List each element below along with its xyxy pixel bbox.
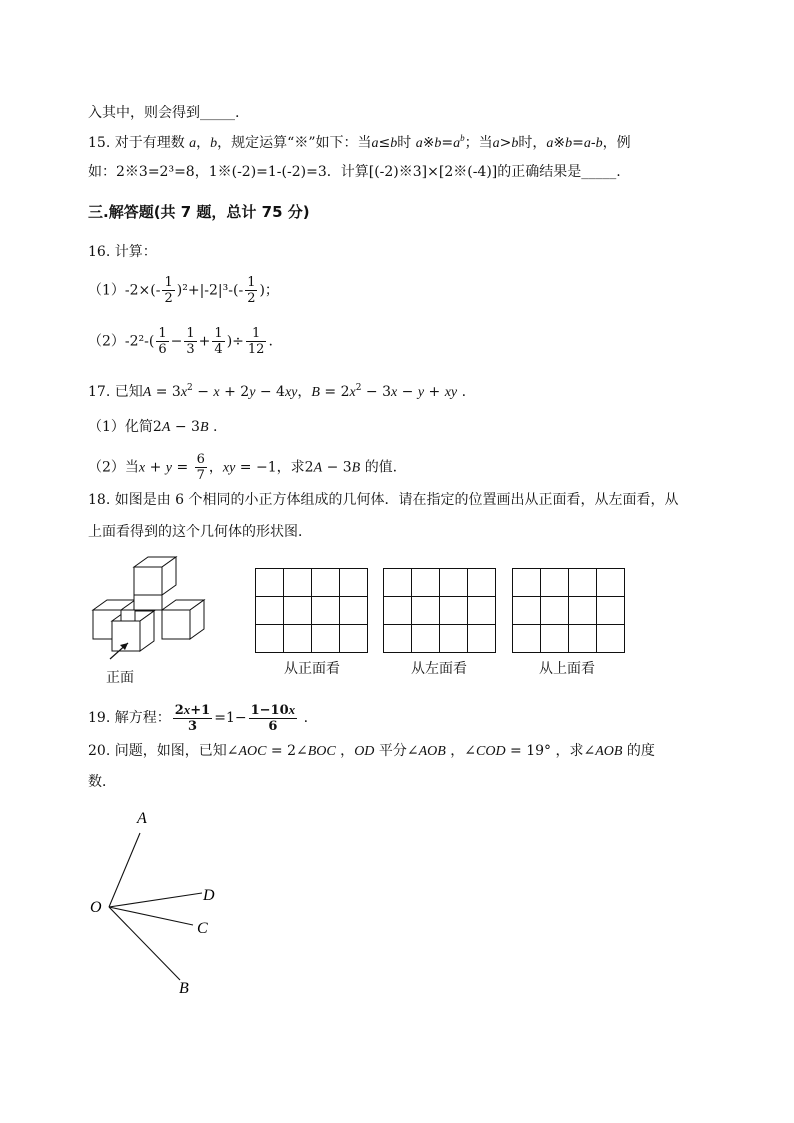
ray-OD	[109, 893, 202, 907]
label-B: B	[179, 980, 189, 997]
ray-OC	[109, 907, 193, 925]
cube-figure	[88, 555, 208, 685]
q15-line1: 15. 对于有理数 a，b，规定运算“※”如下：当a≤b时 $a※b=a^b$；当a>b时，a※b=a-b，例	[88, 133, 631, 151]
q16-part1: （1）-2×(- $\frac{1}{2}$ )²+|-2|³-(- $\frac{1}{2}$ )；	[88, 275, 279, 306]
q20-line1: 20. 问题，如图，已知∠AOC = 2∠BOC ，OD 平分∠AOB ，∠COD = 19° ，求∠AOB 的度	[88, 743, 655, 759]
section-heading: 三.解答题(共 7 题，总计 75 分)	[88, 203, 310, 221]
caption-front-view: 从正面看	[284, 661, 340, 677]
q16-title: 16. 计算：	[88, 244, 157, 260]
grid-top	[512, 568, 626, 654]
q17-part2: （2）当x + y = $\frac{6}{7}$ ，xy = −1，求2A − 3B 的值.	[88, 452, 398, 483]
q19-equation: 19. 解方程： $\frac{2x+1}{3}$ =1− $\frac{1-10x}{6}$ .	[88, 702, 309, 734]
grid-left	[383, 568, 497, 654]
q17-part1: （1）化简2A − 3B .	[88, 419, 218, 435]
label-D: D	[203, 887, 215, 904]
fraction-half: $\frac{1}{2}$	[164, 275, 173, 306]
front-label: 正面	[106, 670, 134, 686]
q18-line2: 上面看得到的这个几何体的形状图．	[88, 524, 312, 540]
label-A: A	[137, 810, 147, 827]
grid-front	[255, 568, 369, 654]
q17-title: 17. 已知$A = 3x^2 - x + 2y - 4xy$，$B = 2x^2 - 3x - y$ + xy .	[88, 383, 467, 400]
q14-tail: 入其中，则会得到_____.	[88, 105, 240, 121]
q16-part2: （2）-2²-( $\frac{1}{6}$ − $\frac{1}{3}$ + $\frac{1}{4}$ )÷ $\frac{1}{12}$ .	[88, 326, 273, 357]
q20-line2: 数．	[88, 774, 116, 790]
fraction-half: $\frac{1}{2}$	[247, 275, 256, 306]
label-O: O	[90, 899, 102, 916]
caption-left-view: 从左面看	[411, 661, 467, 677]
ray-OB	[109, 907, 180, 980]
q18-line1: 18. 如图是由 6 个相同的小正方体组成的几何体．请在指定的位置画出从正面看，从左面看，从	[88, 492, 679, 508]
q15-line2: 如：2※3=2³=8，1※(-2)=1-(-2)=3．计算[(-2)※3]×[2※(-4)]的正确结果是_____.	[88, 164, 621, 180]
angle-diagram	[85, 805, 225, 1000]
label-C: C	[197, 920, 208, 937]
caption-top-view: 从上面看	[539, 661, 595, 677]
ray-OA	[109, 833, 140, 907]
